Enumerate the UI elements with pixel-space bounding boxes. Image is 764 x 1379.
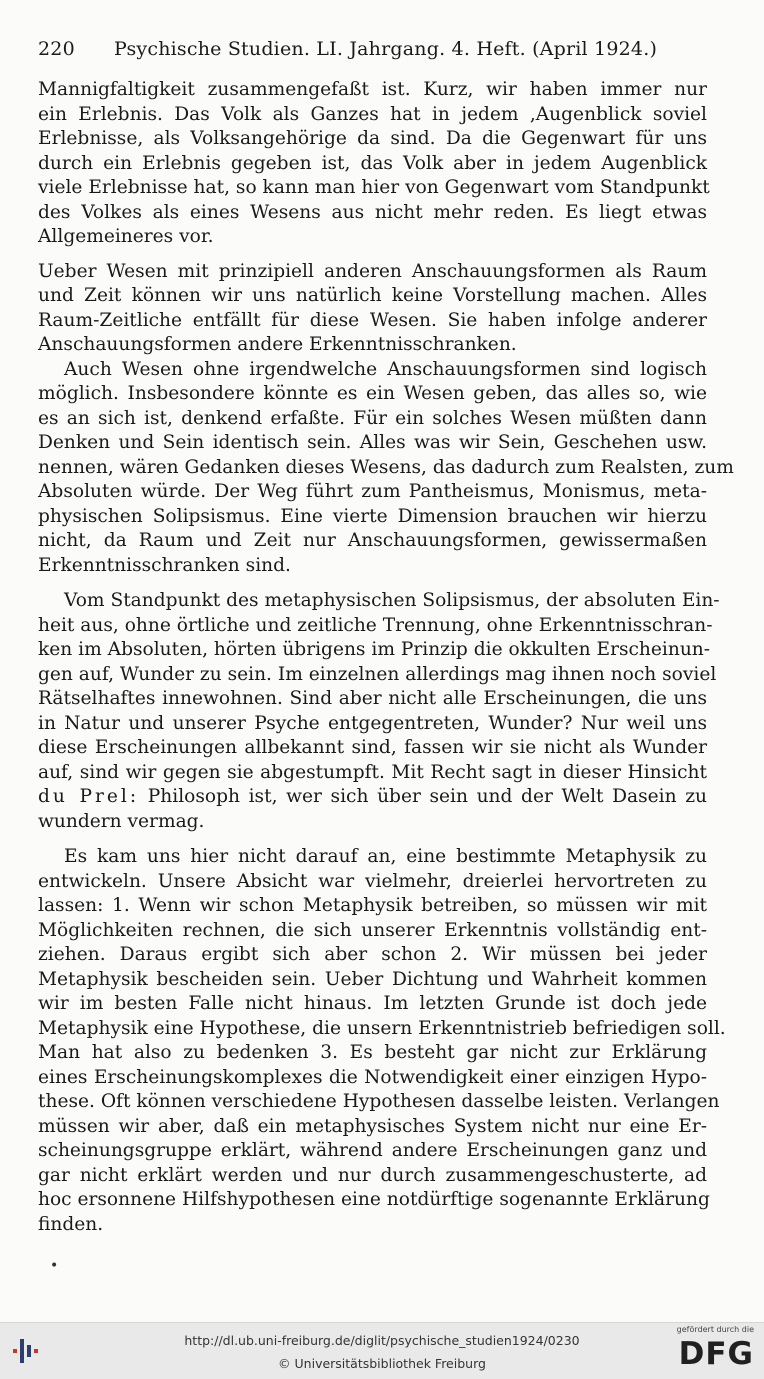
text-line: gar nicht erklärt werden und nur durch zusammengeschusterte, ad <box>38 1164 707 1186</box>
text-line: gen auf, Wunder zu sein. Im einzelnen allerdings mag ihnen noch soviel <box>38 663 717 685</box>
text-line: nicht, da Raum und Zeit nur Anschauungsformen, gewissermaßen <box>38 530 707 551</box>
text-line: finden. <box>38 1213 104 1235</box>
text-line: scheinungsgruppe erklärt, während andere Erscheinungen ganz und <box>38 1140 707 1161</box>
copyright-notice: © Universitätsbibliothek Freiburg <box>278 1356 486 1371</box>
text-line: Ueber Wesen mit prinzipiell anderen Anschauungsformen als Raum <box>38 260 707 282</box>
text-line: eines Erscheinungskomplexes die Notwendigkeit einer einzigen Hypo- <box>38 1066 707 1088</box>
text-line: Metaphysik bescheiden sein. Ueber Dichtung und Wahrheit kommen <box>38 968 707 990</box>
text-line: Erkenntnisschranken sind. <box>38 554 291 576</box>
text-line: diese Erscheinungen allbekannt sind, fassen wir sie nicht als Wunder <box>38 737 707 758</box>
text-line: Auch Wesen ohne irgendwelche Anschauungsformen sind logisch <box>64 358 707 380</box>
text-line: these. Oft können verschiedene Hypothesen dasselbe leisten. Verlangen <box>38 1091 720 1112</box>
text-line: Erlebnisse, als Volksangehörige da sind. Da die Gegenwart für uns <box>38 128 707 149</box>
text-line: in Natur und unserer Psyche entgegentreten, Wunder? Nur weil uns <box>38 712 707 734</box>
text-line: ein Erlebnis. Das Volk als Ganzes hat in jedem ,Augenblick soviel <box>38 103 707 125</box>
text-line: hoc ersonnene Hilfshypothesen eine notdürftige sogenannte Erklärung <box>38 1189 710 1210</box>
text-line: Raum-Zeitliche entfällt für diese Wesen. Sie haben infolge anderer <box>38 309 707 331</box>
text-line: möglich. Insbesondere könnte es ein Wesen geben, das alles so, wie <box>38 383 707 404</box>
running-title: Psychische Studien. LI. Jahrgang. 4. Heft. (April 1924.) <box>114 38 658 60</box>
text-line: ken im Absoluten, hörten übrigens im Prinzip die okkulten Erscheinun- <box>38 639 711 660</box>
paragraph-5 <box>38 845 726 1237</box>
cited-author: du Prel: <box>38 786 140 807</box>
page-number: 220 <box>38 38 75 60</box>
funder-note: gefördert durch die <box>676 1325 754 1334</box>
text-line-with-author <box>38 785 707 810</box>
text-line: und Zeit können wir uns natürlich keine Vorstellung machen. Alles <box>38 285 707 306</box>
text-line: physischen Solipsismus. Eine vierte Dimension brauchen wir hierzu <box>38 505 707 527</box>
text-line: Metaphysik eine Hypothese, die unsern Erkenntnistrieb befriedigen soll. <box>38 1017 726 1039</box>
text-line: durch ein Erlebnis gegeben ist, das Volk aber in jedem Augenblick <box>38 152 707 174</box>
text-line: Mannigfaltigkeit zusammengefaßt ist. Kurz, wir haben immer nur <box>38 79 707 100</box>
text-line: auf, sind wir gegen sie abgestumpft. Mit Recht sagt in dieser Hinsicht <box>38 761 707 783</box>
text-line: Absoluten würde. Der Weg führt zum Pantheismus, Monismus, meta- <box>38 481 707 502</box>
text-line: Möglichkeiten rechnen, die sich unserer Erkenntnis vollständig ent- <box>38 919 707 941</box>
body-text <box>38 78 734 1237</box>
text-line: wundern vermag. <box>38 810 205 832</box>
running-header <box>38 38 728 68</box>
dfg-logo: DFG <box>678 1336 754 1372</box>
ink-speck: • <box>50 1258 59 1274</box>
paragraph-4 <box>38 589 720 834</box>
text-line: heit aus, ohne örtliche und zeitliche Trennung, ohne Erkenntnisschran- <box>38 614 713 636</box>
text-line: des Volkes als eines Wesens aus nicht mehr reden. Es liegt etwas <box>38 201 707 223</box>
paragraph-2 <box>38 260 707 358</box>
text-line: es an sich ist, denkend erfaßte. Für ein solches Wesen müßten dann <box>38 407 707 429</box>
text-line: Denken und Sein identisch sein. Alles was wir Sein, Geschehen usw. <box>38 432 707 453</box>
text-line: wir im besten Falle nicht hinaus. Im letzten Grunde ist doch jede <box>38 993 707 1014</box>
text-line: lassen: 1. Wenn wir schon Metaphysik betreiben, so müssen wir mit <box>38 895 707 916</box>
text-line: Allgemeineres vor. <box>38 226 214 247</box>
text-fragment: Philosoph ist, wer sich über sein und der Welt Dasein zu <box>147 786 708 807</box>
source-url[interactable]: http://dl.ub.uni-freiburg.de/diglit/psychische_studien1924/0230 <box>184 1333 580 1348</box>
text-line: ziehen. Daraus ergibt sich aber schon 2. Wir müssen bei jeder <box>38 944 707 965</box>
text-line: viele Erlebnisse hat, so kann man hier von Gegenwart vom Standpunkt <box>38 177 710 198</box>
text-line: müssen wir aber, daß ein metaphysisches System nicht nur eine Er- <box>38 1115 707 1137</box>
viewer-footer <box>0 1322 764 1379</box>
text-line: Rätselhaftes innewohnen. Sind aber nicht alle Erscheinungen, die uns <box>38 688 707 709</box>
text-line: Es kam uns hier nicht darauf an, eine bestimmte Metaphysik zu <box>64 846 707 867</box>
text-line: Anschauungsformen andere Erkenntnisschranken. <box>38 334 517 355</box>
text-line: entwickeln. Unsere Absicht war vielmehr, dreierlei hervortreten zu <box>38 870 707 892</box>
paragraph-1 <box>38 78 710 250</box>
text-line: Vom Standpunkt des metaphysischen Solipsismus, der absoluten Ein- <box>64 590 720 611</box>
text-line: nennen, wären Gedanken dieses Wesens, das dadurch zum Realsten, zum <box>38 456 734 478</box>
text-line: Man hat also zu bedenken 3. Es besteht gar nicht zur Erklärung <box>38 1042 707 1063</box>
paragraph-3 <box>38 358 734 579</box>
